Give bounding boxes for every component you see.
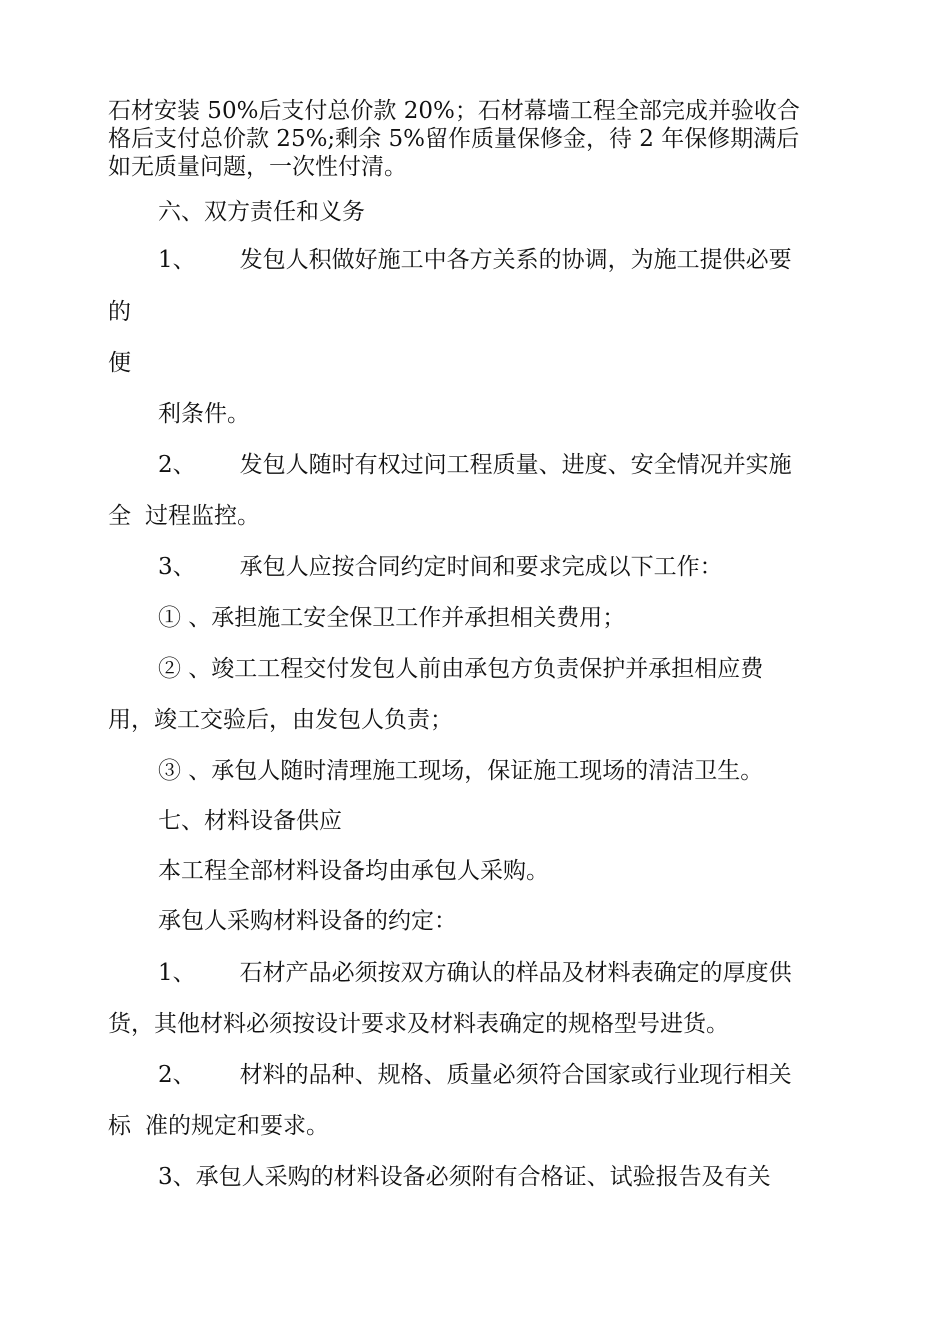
section-7-item-2: [158, 1060, 792, 1090]
cont-a: 标: [108, 1113, 131, 1139]
section-6-sub-2-line-1: ② 、竣工工程交付发包人前由承包方负责保护并承担相应费: [158, 656, 764, 682]
intro-line-3: 如无质量问题，一次性付清。: [108, 154, 407, 180]
section-6-item-1-cont-2: 便: [108, 350, 131, 376]
item-text: 石材产品必须按双方确认的样品及材料表确定的厚度供: [239, 960, 792, 986]
cont-b: 准的规定和要求。: [145, 1113, 329, 1139]
section-7-heading: 七、材料设备供应: [158, 808, 342, 834]
section-7-item-2-cont: [108, 1111, 329, 1141]
item-text: 发包人随时有权过问工程质量、进度、安全情况并实施: [239, 452, 792, 478]
item-number: 2、: [158, 1062, 196, 1088]
section-6-item-2-cont: [108, 501, 260, 531]
intro-line-1: 石材安装 50%后支付总价款 20%；石材幕墙工程全部完成并验收合: [108, 98, 800, 124]
section-6-item-2: [158, 450, 792, 480]
section-6-sub-1: ① 、承担施工安全保卫工作并承担相关费用；: [158, 605, 626, 631]
item-text: 承包人应按合同约定时间和要求完成以下工作：: [239, 554, 723, 580]
item-text: 发包人积做好施工中各方关系的协调，为施工提供必要: [239, 247, 792, 273]
section-6-sub-2-line-2: 用，竣工交验后，由发包人负责；: [108, 707, 453, 733]
item-number: 1、: [158, 247, 196, 273]
item-text: 材料的品种、规格、质量必须符合国家或行业现行相关: [239, 1062, 792, 1088]
section-6-heading: 六、双方责任和义务: [158, 199, 365, 225]
item-number: 1、: [158, 960, 196, 986]
cont-b: 过程监控。: [145, 503, 260, 529]
section-6-item-1-cont-3: 利条件。: [158, 401, 250, 427]
section-7-para-2: 承包人采购材料设备的约定：: [158, 908, 457, 934]
section-6-sub-3: ③ 、承包人随时清理施工现场，保证施工现场的清洁卫生。: [158, 758, 764, 784]
item-number: 2、: [158, 452, 196, 478]
section-6-item-1-cont-1: 的: [108, 299, 131, 325]
section-7-para-1: 本工程全部材料设备均由承包人采购。: [158, 858, 549, 884]
section-7-item-1-cont: 货，其他材料必须按设计要求及材料表确定的规格型号进货。: [108, 1011, 729, 1037]
item-number: 3、: [158, 554, 196, 580]
section-7-item-3: 3、承包人采购的材料设备必须附有合格证、试验报告及有关: [158, 1164, 771, 1190]
intro-line-2: 格后支付总价款 25%;剩余 5%留作质量保修金，待 2 年保修期满后: [108, 126, 800, 152]
section-6-item-3: [158, 552, 723, 582]
cont-a: 全: [108, 503, 131, 529]
section-6-item-1: [158, 245, 792, 275]
section-7-item-1: [158, 958, 792, 988]
